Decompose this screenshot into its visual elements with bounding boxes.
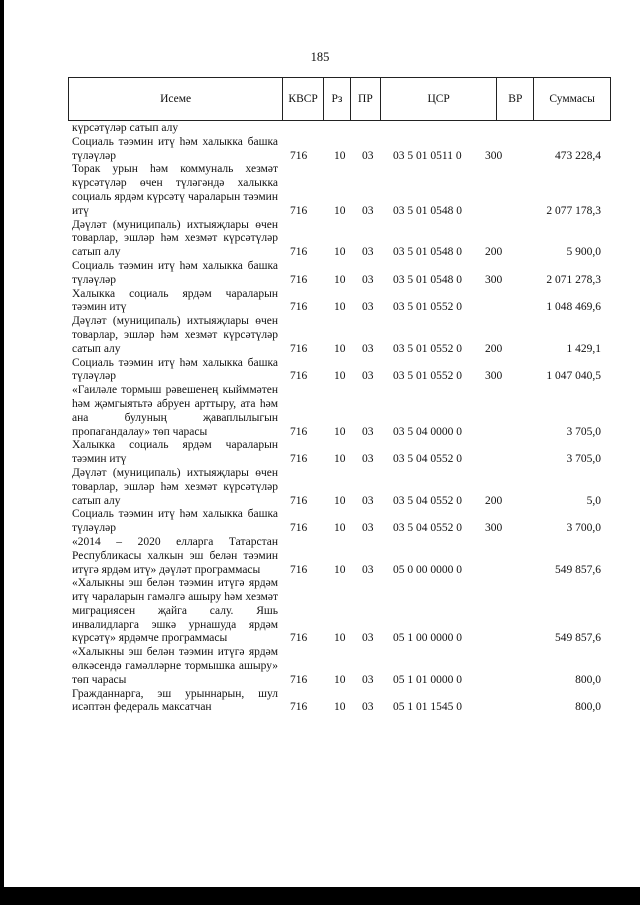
- row-name: Дәүләт (муниципаль) ихтыяҗлары өчен товарлар, эшләр һәм хезмәт күрсәтүләр сатып алу: [72, 466, 278, 507]
- table-row: [72, 467, 612, 508]
- row-sum: 473 228,4: [555, 149, 601, 162]
- row-sum: 3 700,0: [566, 522, 601, 535]
- row-kvsr: 716: [290, 342, 308, 355]
- row-sum: 800,0: [575, 701, 601, 714]
- row-sum: 2 077 178,3: [546, 204, 601, 217]
- row-sum: 2 071 278,3: [546, 273, 601, 286]
- header-pr: ПР: [351, 78, 381, 120]
- row-name: Социаль тәэмин итү һәм халыкка башка түләүләр: [72, 356, 278, 383]
- row-rz: 10: [334, 522, 346, 535]
- row-kvsr: 716: [290, 494, 308, 507]
- row-rz: 10: [334, 370, 346, 383]
- row-rz: 10: [334, 701, 346, 714]
- row-kvsr: 716: [290, 563, 308, 576]
- row-sum: 800,0: [575, 673, 601, 686]
- row-pr: 03: [362, 425, 374, 438]
- row-sum: 3 705,0: [566, 425, 601, 438]
- row-pr: 03: [362, 632, 374, 645]
- row-name: Социаль тәэмин итү һәм халыкка башка түләүләр: [72, 135, 278, 162]
- table-body: [72, 122, 612, 715]
- row-name: күрсәтүләр сатып алу: [72, 122, 179, 134]
- row-csr: 03 5 01 0552 0: [393, 370, 462, 383]
- row-csr: 05 1 01 1545 0: [393, 701, 462, 714]
- table-row: [72, 163, 612, 218]
- row-csr: 03 5 01 0511 0: [393, 149, 462, 162]
- row-pr: 03: [362, 370, 374, 383]
- row-sum: 1 047 040,5: [546, 370, 601, 383]
- row-kvsr: 716: [290, 522, 308, 535]
- row-rz: 10: [334, 273, 346, 286]
- row-vr: 300: [485, 273, 503, 286]
- table-row: [72, 357, 612, 385]
- table-row: [72, 288, 612, 316]
- header-kvsr: КВСР: [283, 78, 324, 120]
- table-row: [72, 688, 612, 716]
- header-name: Исеме: [69, 78, 283, 120]
- row-kvsr: 716: [290, 453, 308, 466]
- table-row: [72, 122, 612, 136]
- row-csr: 03 5 01 0548 0: [393, 273, 462, 286]
- row-kvsr: 716: [290, 701, 308, 714]
- row-csr: 03 5 04 0552 0: [393, 453, 462, 466]
- row-pr: 03: [362, 563, 374, 576]
- row-rz: 10: [334, 453, 346, 466]
- row-rz: 10: [334, 632, 346, 645]
- row-rz: 10: [334, 342, 346, 355]
- table-row: [72, 219, 612, 260]
- row-name: Социаль тәэмин итү һәм халыкка башка түләүләр: [72, 259, 278, 286]
- row-name: Гражданнарга, эш урыннарын, шул исәптән федераль максатчан: [72, 687, 278, 714]
- row-name: Халыкка социаль ярдәм чараларын тәэмин итү: [72, 287, 278, 314]
- row-csr: 03 5 04 0552 0: [393, 494, 462, 507]
- row-name: Халыкка социаль ярдәм чараларын тәэмин итү: [72, 439, 278, 466]
- row-rz: 10: [334, 204, 346, 217]
- header-vr: ВР: [497, 78, 534, 120]
- row-sum: 1 048 469,6: [546, 301, 601, 314]
- row-kvsr: 716: [290, 273, 308, 286]
- row-sum: 5 900,0: [566, 246, 601, 259]
- row-kvsr: 716: [290, 149, 308, 162]
- row-vr: 200: [485, 494, 503, 507]
- row-csr: 03 5 04 0000 0: [393, 425, 462, 438]
- scan-edge: [0, 0, 4, 887]
- row-pr: 03: [362, 342, 374, 355]
- header-rz: Рз: [324, 78, 351, 120]
- row-sum: 1 429,1: [566, 342, 601, 355]
- row-kvsr: 716: [290, 370, 308, 383]
- row-kvsr: 716: [290, 301, 308, 314]
- row-vr: 300: [485, 522, 503, 535]
- table-row: [72, 315, 612, 356]
- row-csr: 03 5 01 0552 0: [393, 301, 462, 314]
- scan-bottom-edge: [0, 887, 640, 905]
- row-pr: 03: [362, 494, 374, 507]
- row-kvsr: 716: [290, 673, 308, 686]
- row-pr: 03: [362, 453, 374, 466]
- table-row: [72, 439, 612, 467]
- row-kvsr: 716: [290, 204, 308, 217]
- row-csr: 05 0 00 0000 0: [393, 563, 462, 576]
- row-kvsr: 716: [290, 425, 308, 438]
- row-pr: 03: [362, 673, 374, 686]
- row-csr: 03 5 04 0552 0: [393, 522, 462, 535]
- row-name: «Гаиләле тормыш рәвешенең кыйммәтен һәм җәмгыятьтә абруен арттыру, ата һәм ана булуның җаваплылыгын пропагандалау» төп чарасы: [72, 384, 278, 438]
- table-row: [72, 577, 612, 646]
- row-rz: 10: [334, 246, 346, 259]
- row-sum: 3 705,0: [566, 453, 601, 466]
- row-pr: 03: [362, 149, 374, 162]
- row-pr: 03: [362, 522, 374, 535]
- row-rz: 10: [334, 494, 346, 507]
- table-header: [68, 77, 611, 121]
- table-row: [72, 384, 612, 439]
- row-name: «Халыкны эш белән тәэмин итүгә ярдәм итү чараларын гамәлгә ашыру һәм хезмәт миграциясен җайга салу. Яшь инвалидларга эшкә урнашуда ярдәм күрсәтү» ярдәмче программасы: [72, 577, 278, 645]
- row-rz: 10: [334, 563, 346, 576]
- row-pr: 03: [362, 301, 374, 314]
- row-name: Торак урын һәм коммуналь хезмәт күрсәтүләр өчен түләгәндә халыкка социаль ярдәм күрсәтү чараларын тәэмин итү: [72, 163, 278, 217]
- row-name: Дәүләт (муниципаль) ихтыяҗлары өчен товарлар, эшләр һәм хезмәт күрсәтүләр сатып алу: [72, 218, 278, 259]
- row-csr: 03 5 01 0548 0: [393, 246, 462, 259]
- row-rz: 10: [334, 301, 346, 314]
- row-vr: 300: [485, 370, 503, 383]
- row-sum: 549 857,6: [555, 563, 601, 576]
- row-vr: 300: [485, 149, 503, 162]
- row-pr: 03: [362, 273, 374, 286]
- row-name: «Халыкны эш белән тәэмин итүгә ярдәм өлкәсендә гамәлләрне тормышка ашыру» төп чарасы: [72, 646, 278, 686]
- row-pr: 03: [362, 204, 374, 217]
- row-csr: 03 5 01 0552 0: [393, 342, 462, 355]
- row-vr: 200: [485, 246, 503, 259]
- row-pr: 03: [362, 701, 374, 714]
- row-vr: 200: [485, 342, 503, 355]
- table-row: [72, 260, 612, 288]
- page-number: 185: [310, 50, 330, 64]
- row-csr: 05 1 01 0000 0: [393, 673, 462, 686]
- table-row: [72, 646, 612, 687]
- row-sum: 5,0: [586, 494, 601, 507]
- row-rz: 10: [334, 673, 346, 686]
- row-sum: 549 857,6: [555, 632, 601, 645]
- row-kvsr: 716: [290, 246, 308, 259]
- row-csr: 03 5 01 0548 0: [393, 204, 462, 217]
- header-csr: ЦСР: [381, 78, 498, 120]
- row-pr: 03: [362, 246, 374, 259]
- row-name: «2014 – 2020 елларга Татарстан Республикасы халкын эш белән тәэмин итүгә ярдәм итү» дәүләт программасы: [72, 535, 278, 576]
- row-rz: 10: [334, 149, 346, 162]
- table-row: [72, 536, 612, 577]
- table-row: [72, 508, 612, 536]
- row-name: Социаль тәэмин итү һәм халыкка башка түләүләр: [72, 508, 278, 535]
- header-sum: Суммасы: [549, 93, 595, 105]
- row-name: Дәүләт (муниципаль) ихтыяҗлары өчен товарлар, эшләр һәм хезмәт күрсәтүләр сатып алу: [72, 315, 278, 355]
- row-csr: 05 1 00 0000 0: [393, 632, 462, 645]
- row-rz: 10: [334, 425, 346, 438]
- row-kvsr: 716: [290, 632, 308, 645]
- table-row: [72, 136, 612, 164]
